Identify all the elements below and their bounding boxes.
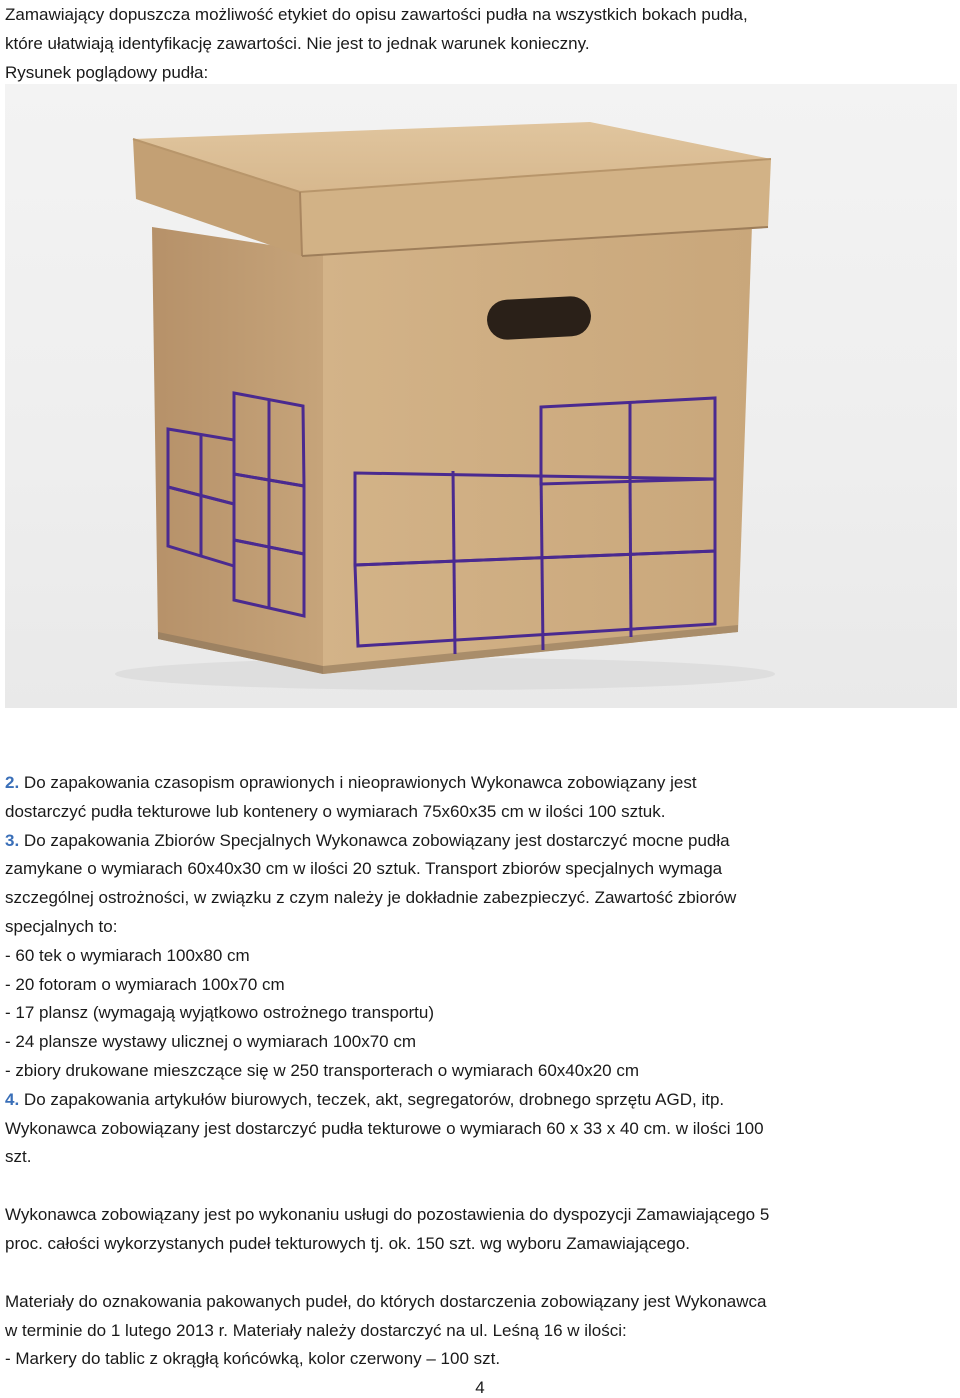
item-number: 3. <box>5 830 20 850</box>
item-text: Do zapakowania czasopism oprawionych i nieoprawionych Wykonawca zobowiązany jest <box>23 773 697 792</box>
box-handle-hole <box>486 295 592 340</box>
intro-text <box>5 0 955 87</box>
item-text: Do zapakowania Zbiorów Specjalnych Wykonawca zobowiązany jest dostarczyć mocne pudła <box>23 830 730 850</box>
item-text: Do zapakowania artykułów biurowych, teczek, akt, segregatorów, drobnego sprzętu AGD, itp. <box>23 1089 725 1109</box>
box-front-face <box>323 225 752 674</box>
item-text: dostarczyć pudła tekturowe lub kontenery o wymiarach 75x60x35 cm w ilości 100 sztuk. <box>5 801 666 821</box>
sub-list-item: - 17 plansz (wymagają wyjątkowo ostrożnego transportu) <box>5 1003 434 1023</box>
list-item <box>5 1086 955 1115</box>
item-text: Wykonawca zobowiązany jest dostarczyć pudła tekturowe o wymiarach 60 x 33 x 40 cm. w ilości 100 <box>5 1118 764 1138</box>
item-number: 4. <box>5 1089 20 1109</box>
item-text: zamykane o wymiarach 60x40x30 cm w ilości 20 sztuk. Transport zbiorów specjalnych wymaga <box>5 859 723 879</box>
sub-list-item: - zbiory drukowane mieszczące się w 250 transporterach o wymiarach 60x40x20 cm <box>5 1060 639 1080</box>
intro-line: Zamawiający dopuszcza możliwość etykiet do opisu zawartości pudła na wszystkich bokach pudła, <box>5 5 748 24</box>
figure-caption: Rysunek poglądowy pudła: <box>5 63 209 82</box>
paragraph-line: Wykonawca zobowiązany jest po wykonaniu usługi do pozostawienia do dyspozycji Zamawiającego 5 <box>5 1205 770 1225</box>
intro-line: które ułatwiają identyfikację zawartości. Nie jest to jednak warunek konieczny. <box>5 34 590 53</box>
item-text: szczególnej ostrożności, w związku z czym należy je dokładnie zabezpieczyć. Zawartość zbiorów <box>5 888 737 908</box>
item-text: specjalnych to: <box>5 916 118 936</box>
paragraph-line: Materiały do oznakowania pakowanych pudeł, do których dostarczenia zobowiązany jest Wykonawca <box>5 1291 767 1311</box>
sub-list-item: - 60 tek o wymiarach 100x80 cm <box>5 945 250 965</box>
box-illustration <box>5 84 957 708</box>
paragraph-line: proc. całości wykorzystanych pudeł tekturowych tj. ok. 150 szt. wg wyboru Zamawiającego. <box>5 1233 691 1253</box>
paragraph-line: w terminie do 1 lutego 2013 r. Materiały należy dostarczyć na ul. Leśną 16 w ilości: <box>5 1320 627 1340</box>
sub-list-item: - 24 plansze wystawy ulicznej o wymiarach 100x70 cm <box>5 1032 417 1052</box>
list-item <box>5 827 955 856</box>
document-body <box>5 769 955 1374</box>
sub-list-item: - 20 fotoram o wymiarach 100x70 cm <box>5 974 285 994</box>
item-number: 2. <box>5 773 20 792</box>
page-number: 4 <box>475 1378 485 1397</box>
list-item <box>5 769 955 798</box>
paragraph-line: - Markery do tablic z okrągłą końcówką, kolor czerwony – 100 szt. <box>5 1349 501 1369</box>
item-text: szt. <box>5 1147 32 1167</box>
box-side-face <box>152 227 323 674</box>
